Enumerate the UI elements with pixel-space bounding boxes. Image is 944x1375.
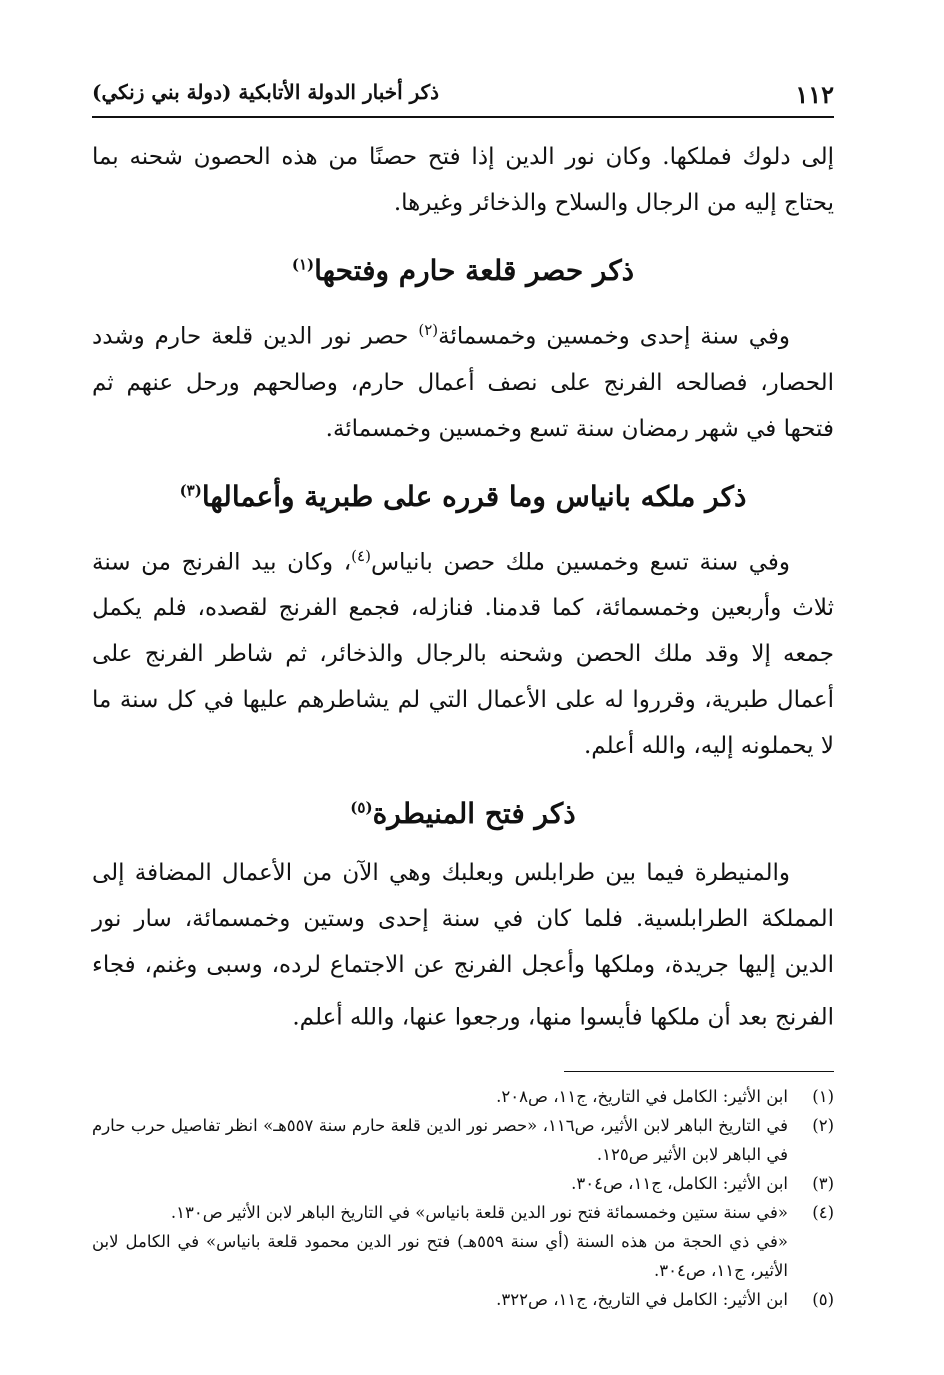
section-heading-harim: ذكر حصر قلعة حارم وفتحها$^{(١)}$ [291, 254, 635, 287]
footnote-number: (٢) [812, 1115, 834, 1135]
footnote-number: (٥) [812, 1289, 834, 1309]
footnote-text: في التاريخ الباهر لابن الأثير، ص١١٦، «حصر نور الدين قلعة حارم سنة ٥٥٧هـ» انظر تفاصيل حرب حارم في الباهر لابن الأثير ص١٢٥. [92, 1115, 789, 1164]
footnote-number [788, 1227, 834, 1285]
footnote-item [92, 1198, 834, 1227]
footnote-number: (٤) [812, 1202, 834, 1222]
footnote-ref: (٢) [418, 321, 439, 339]
footnote-text: ابن الأثير: الكامل في التاريخ، ج١١، ص٢٠٨. [496, 1086, 788, 1106]
footnote-number: (٣) [812, 1173, 834, 1193]
running-title: ذكر أخبار الدولة الأتابكية (دولة بني زنكي) [92, 80, 440, 104]
section-heading-banias: ذكر ملكه بانياس وما قرره على طبرية وأعمالها$^{(٣)}$ [179, 479, 747, 513]
heading-footnote-ref: (٥) [350, 798, 373, 817]
footnote-item [92, 1227, 834, 1285]
footnote-text: ابن الأثير: الكامل في التاريخ، ج١١، ص٣٢٢. [496, 1289, 788, 1309]
page-header [92, 70, 834, 110]
footnote-text: «في ذي الحجة من هذه السنة (أي سنة ٥٥٩هـ) فتح نور الدين محمود قلعة بانياس» في الكامل لابن الأثير، ج١١، ص٣٠٤. [92, 1231, 788, 1280]
intro-paragraph: إلى دلوك فملكها. وكان نور الدين إذا فتح حصنًا من هذه الحصون شحنه بما يحتاج إليه من الرجال والسلاح والذخائر وغيرها. [92, 144, 834, 216]
footnote-item [92, 1285, 834, 1314]
footnote-number: (١) [812, 1086, 834, 1106]
section-heading-munaytira: ذكر فتح المنيطرة$^{(٥)}$ [350, 797, 576, 831]
section-paragraph-munaytira: والمنيطرة فيما بين طرابلس وبعلبك وهي الآن من الأعمال المضافة إلى المملكة الطرابلسية. فلما كان في سنة إحدى وستين وخمسمائة، سار نور الدين إليها جريدة، وملكها وأعجل الفرنج عن الاجتماع لرده، وسبى وغنم، فجاء الفرنج بعد أن ملكها فأيسوا منها، ورجعوا عنها، والله أعلم. [92, 860, 834, 1031]
page-number: ١١٢ [795, 80, 834, 109]
heading-footnote-ref: (١) [291, 255, 315, 274]
footnote-item [92, 1082, 834, 1111]
footnote-item [92, 1169, 834, 1198]
footnote-text: «في سنة ستين وخمسمائة فتح نور الدين قلعة بانياس» في التاريخ الباهر لابن الأثير ص١٣٠. [170, 1202, 788, 1222]
section-paragraph-banias: وفي سنة تسع وخمسين ملك حصن بانياس$^{(٤)}$، وكان بيد الفرنج من سنة ثلاث وأربعين وخمسمائة، كما قدمنا. فنازله، فجمع الفرنج لقصده، فلم يكمل جمعه إلا وقد ملك الحصن وشحنه بالرجال والذخائر، ثم شاطر الفرنج على أعمال طبرية، وقرروا له على الأعمال التي لم يشاطرهم عليها في كل سنة ما لا يحملونه إليه، والله أعلم. [92, 546, 834, 760]
footnote-separator [564, 1071, 834, 1072]
footnote-item [92, 1111, 834, 1169]
header-rule [92, 116, 834, 118]
footnote-ref: (٤) [351, 546, 371, 565]
footnote-text: ابن الأثير: الكامل، ج١١، ص٣٠٤. [571, 1173, 788, 1193]
footnotes [92, 1082, 834, 1314]
book-page [92, 70, 834, 1314]
section-paragraph-harim: وفي سنة إحدى وخمسين وخمسمائة$^{(٢)}$ حصر نور الدين قلعة حارم وشدد الحصار، فصالحه الفرنج على نصف أعمال حارم، وصالحهم ورحل عنهم ثم فتحها في شهر رمضان سنة تسع وخمسين وخمسمائة. [92, 321, 834, 442]
heading-footnote-ref: (٣) [179, 481, 202, 500]
